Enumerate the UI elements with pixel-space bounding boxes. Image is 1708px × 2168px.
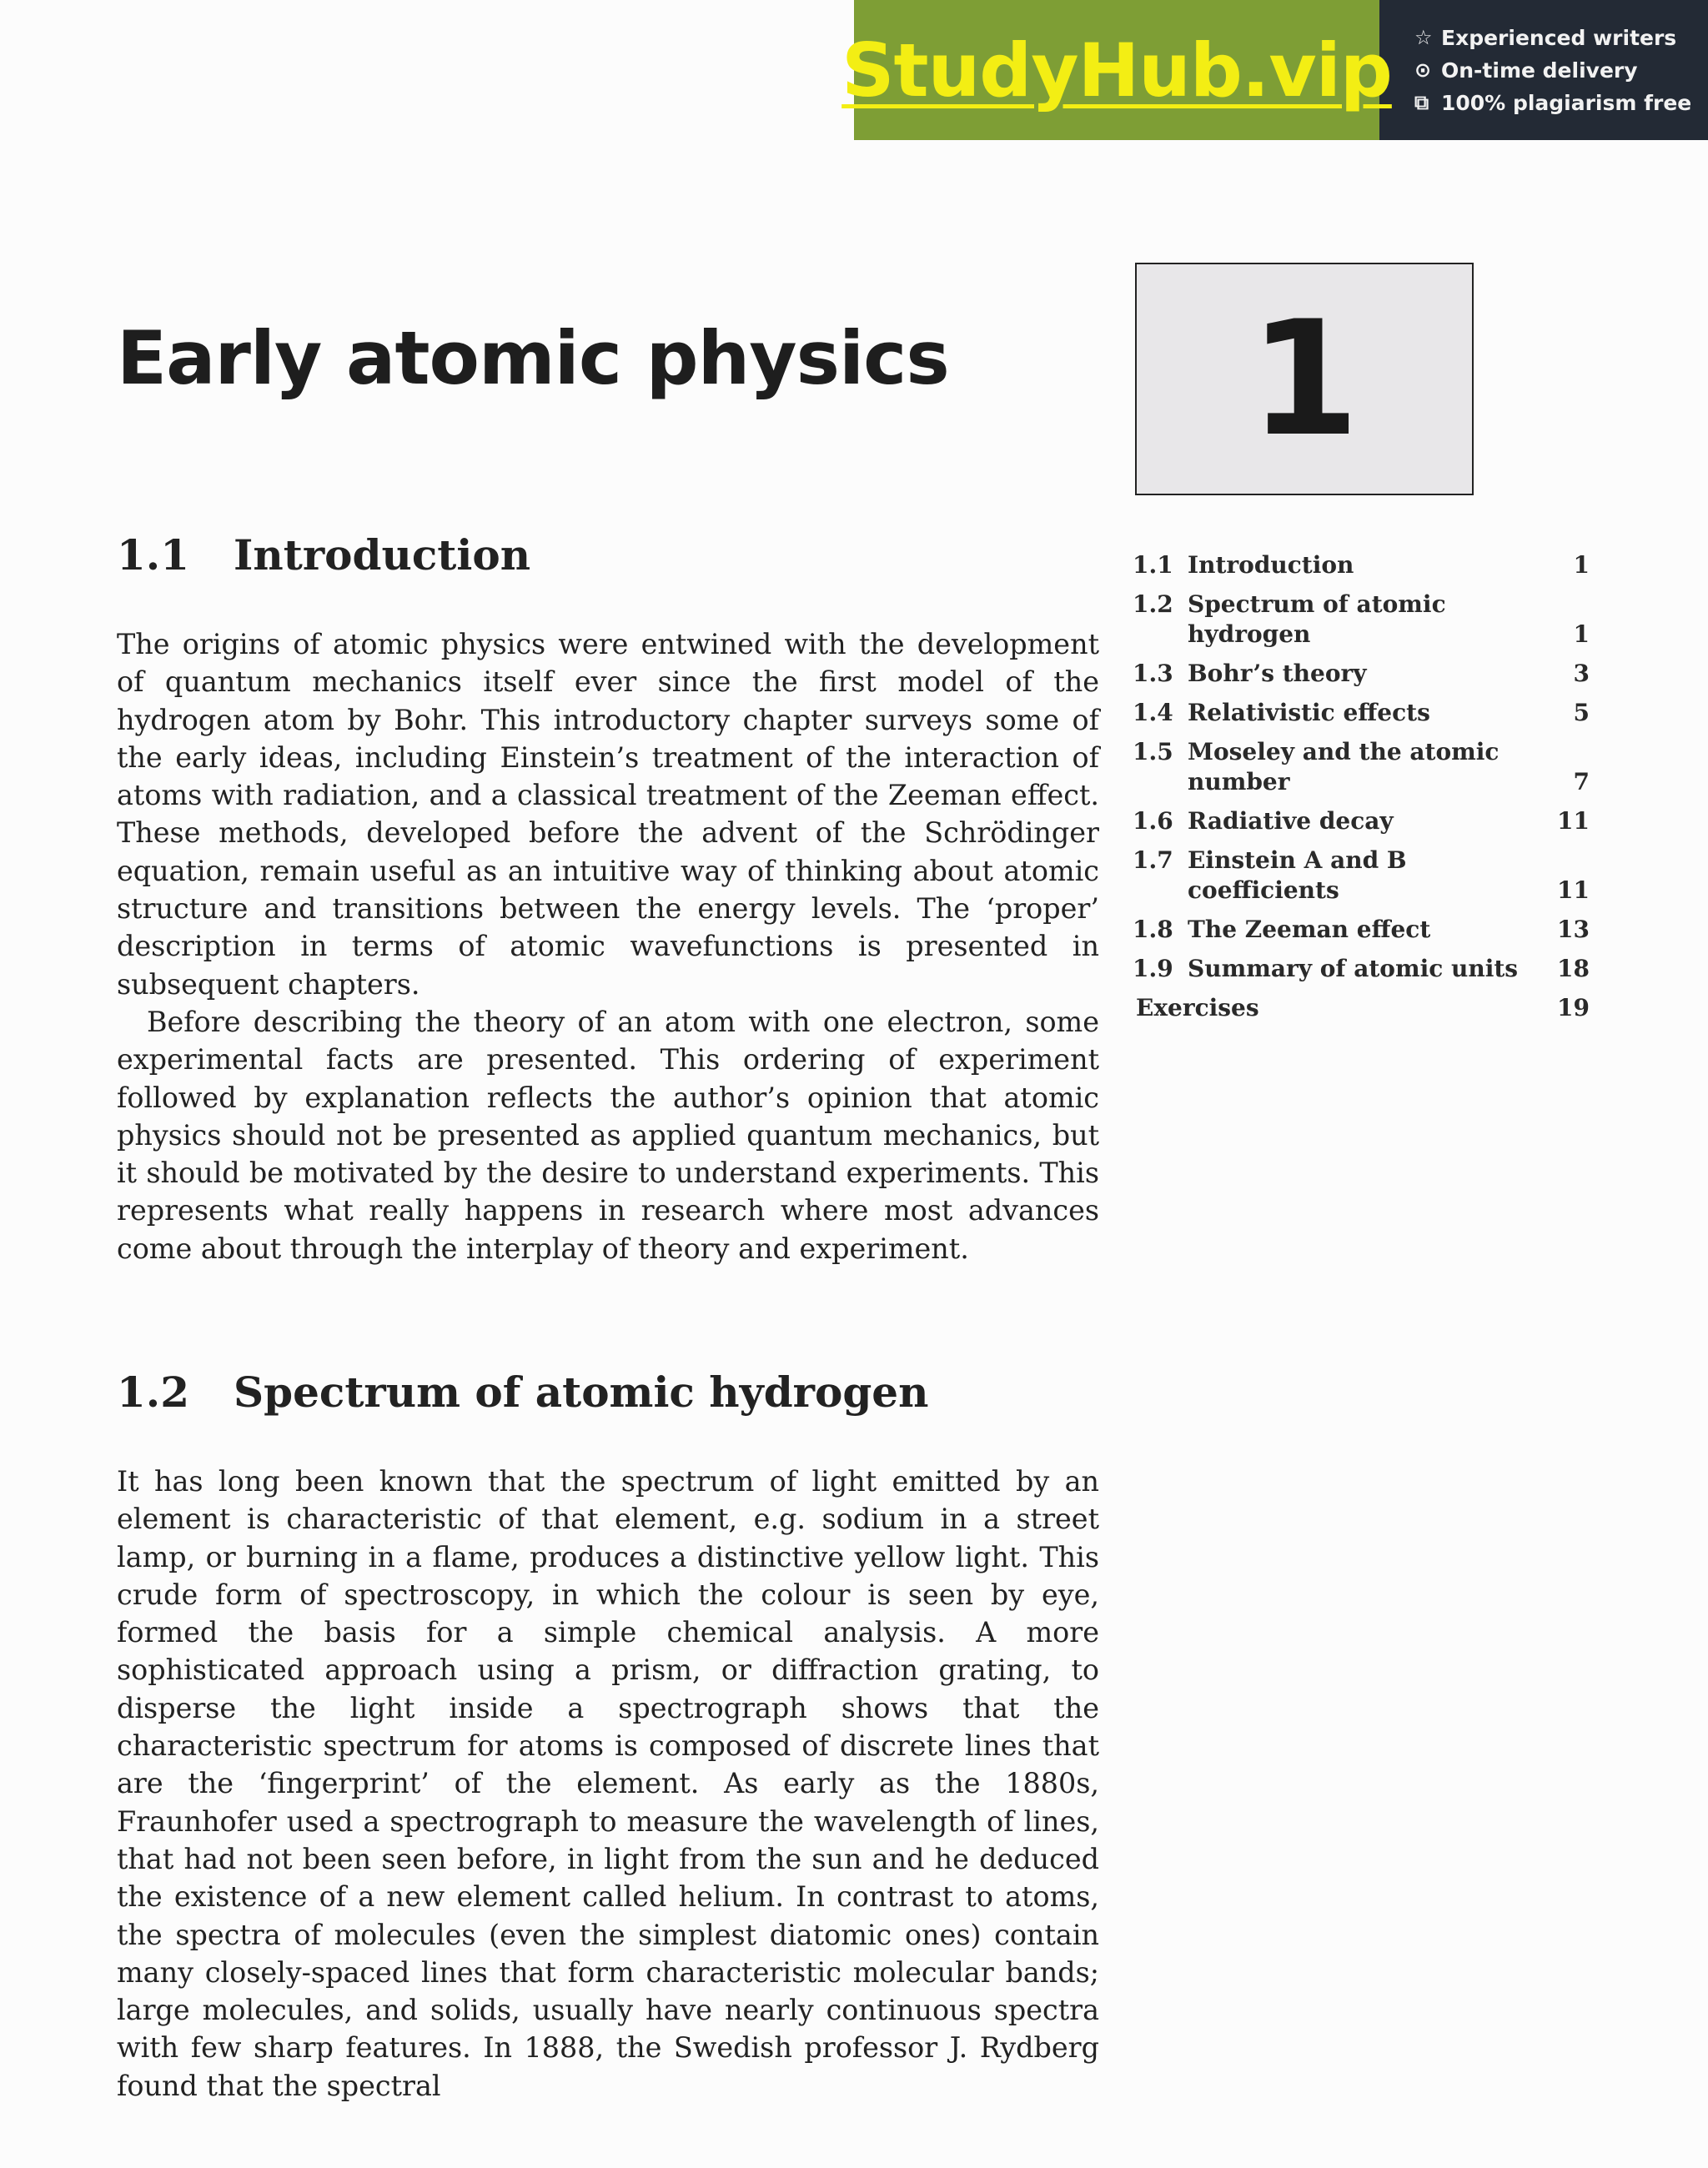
- toc-page: 19: [1557, 994, 1590, 1021]
- toc-number: 1.4: [1133, 699, 1173, 726]
- toc-number: 1.3: [1133, 660, 1173, 687]
- badge-label: On-time delivery: [1441, 58, 1638, 83]
- introduction-body: [117, 625, 1099, 1267]
- toc-page: 1: [1573, 551, 1590, 579]
- toc-page: 11: [1557, 876, 1590, 904]
- toc-label: Moseley and the atomic number: [1188, 738, 1500, 795]
- badge-plagiarism: [1414, 91, 1708, 115]
- clock-icon: ⊙: [1414, 58, 1432, 82]
- badge-label: 100% plagiarism free: [1441, 90, 1692, 115]
- toc-label: Einstein A and B coefficients: [1188, 846, 1407, 904]
- toc-label: Relativistic effects: [1188, 699, 1430, 726]
- toc-entry[interactable]: [1133, 659, 1590, 689]
- section-title: Spectrum of atomic hydrogen: [234, 1368, 929, 1417]
- toc-entry[interactable]: [1133, 846, 1590, 906]
- toc-number: 1.8: [1133, 916, 1173, 943]
- toc-label: Introduction: [1188, 551, 1354, 579]
- toc-page: 18: [1557, 955, 1590, 982]
- toc-label: Summary of atomic units: [1188, 955, 1519, 982]
- paragraph: Before describing the theory of an atom with one electron, some experimental facts are presented. This ordering of experiment followed by explanation reflects the author’s opinion that atomic physics should not be presented as applied quantum mechanics, but it should be motivated by the desire to understand experiments. This represents what really happens in research where most advances come about through the interplay of theory and experiment.: [117, 1005, 1099, 1265]
- toc-number: 1.9: [1133, 955, 1173, 982]
- toc-label: Exercises: [1136, 994, 1259, 1021]
- toc-page: 7: [1573, 768, 1590, 795]
- toc-entry[interactable]: [1133, 806, 1590, 836]
- toc-page: 11: [1557, 807, 1590, 835]
- badge-experienced: [1414, 26, 1708, 50]
- section-title: Introduction: [234, 530, 531, 580]
- toc-entry[interactable]: [1133, 550, 1590, 580]
- toc-page: 1: [1573, 620, 1590, 648]
- chapter-number-box: [1135, 263, 1474, 495]
- toc-label: Bohr’s theory: [1188, 660, 1367, 687]
- brand-name[interactable]: StudyHub.vip: [841, 27, 1392, 113]
- chapter-toc: [1133, 550, 1590, 1032]
- chapter-number: 1: [1248, 286, 1360, 471]
- toc-label: The Zeeman effect: [1188, 916, 1431, 943]
- toc-entry[interactable]: [1133, 698, 1590, 728]
- section-heading-introduction: [117, 530, 530, 580]
- toc-number: 1.7: [1133, 846, 1173, 874]
- toc-label: Radiative decay: [1188, 807, 1394, 835]
- toc-number: 1.5: [1133, 738, 1173, 765]
- ad-banner[interactable]: [841, 0, 1708, 140]
- toc-number: 1.6: [1133, 807, 1173, 835]
- paragraph: It has long been known that the spectrum of light emitted by an element is characteristic of that element, e.g. sodium in a street lamp, or burning in a flame, produces a distinctive yellow light. This crude form of spectroscopy, in which the colour is seen by eye, formed the basis for a simple chemical analysis. A more sophisticated approach using a prism, or diffraction grating, to disperse the light inside a spectrograph shows that the characteristic spectrum for atoms is composed of discrete lines that are the ‘fingerprint’ of the element. As early as the 1880s, Fraunhofer used a spectrograph to measure the wavelength of lines, that had not been seen before, in light from the sun and he deduced the existence of a new element called helium. In contrast to atoms, the spectra of molecules (even the simplest diatomic ones) contain many closely-spaced lines that form characteristic molecular bands; large molecules, and solids, usually have nearly continuous spectra with few sharp features. In 1888, the Swedish professor J. Rydberg found that the spectral: [117, 1465, 1099, 2102]
- spectrum-body: [117, 1463, 1099, 2105]
- toc-number: 1.1: [1133, 551, 1173, 579]
- badge-delivery: [1414, 58, 1708, 83]
- toc-entry-exercises[interactable]: [1133, 993, 1590, 1023]
- section-heading-spectrum: [117, 1368, 928, 1417]
- badge-list: [1379, 0, 1708, 140]
- badge-label: Experienced writers: [1441, 25, 1677, 50]
- section-number: 1.1: [117, 530, 189, 580]
- section-number: 1.2: [117, 1368, 189, 1417]
- toc-page: 5: [1573, 699, 1590, 726]
- chapter-title: Early atomic physics: [117, 315, 949, 401]
- toc-entry[interactable]: [1133, 915, 1590, 945]
- toc-label: Spectrum of atomic hydrogen: [1188, 590, 1446, 648]
- toc-page: 3: [1573, 660, 1590, 687]
- toc-entry[interactable]: [1133, 954, 1590, 984]
- toc-page: 13: [1557, 916, 1590, 943]
- copy-icon: ⧉: [1414, 91, 1429, 114]
- paragraph: The origins of atomic physics were entwined with the development of quantum mechanics itself ever since the first model of the hydrogen atom by Bohr. This introductory chapter surveys some of the early ideas, including Einstein’s treatment of the interaction of atoms with radiation, and a classical treatment of the Zeeman effect. These methods, developed before the advent of the Schrödinger equation, remain useful as an intuitive way of thinking about atomic structure and transitions between the energy levels. The ‘proper’ description in terms of atomic wavefunctions is presented in subsequent chapters.: [117, 628, 1099, 1001]
- toc-entry[interactable]: [1133, 737, 1590, 797]
- toc-entry[interactable]: [1133, 590, 1590, 650]
- toc-number: 1.2: [1133, 590, 1173, 618]
- brand-logo[interactable]: [841, 0, 1392, 140]
- star-icon: ☆: [1414, 26, 1433, 49]
